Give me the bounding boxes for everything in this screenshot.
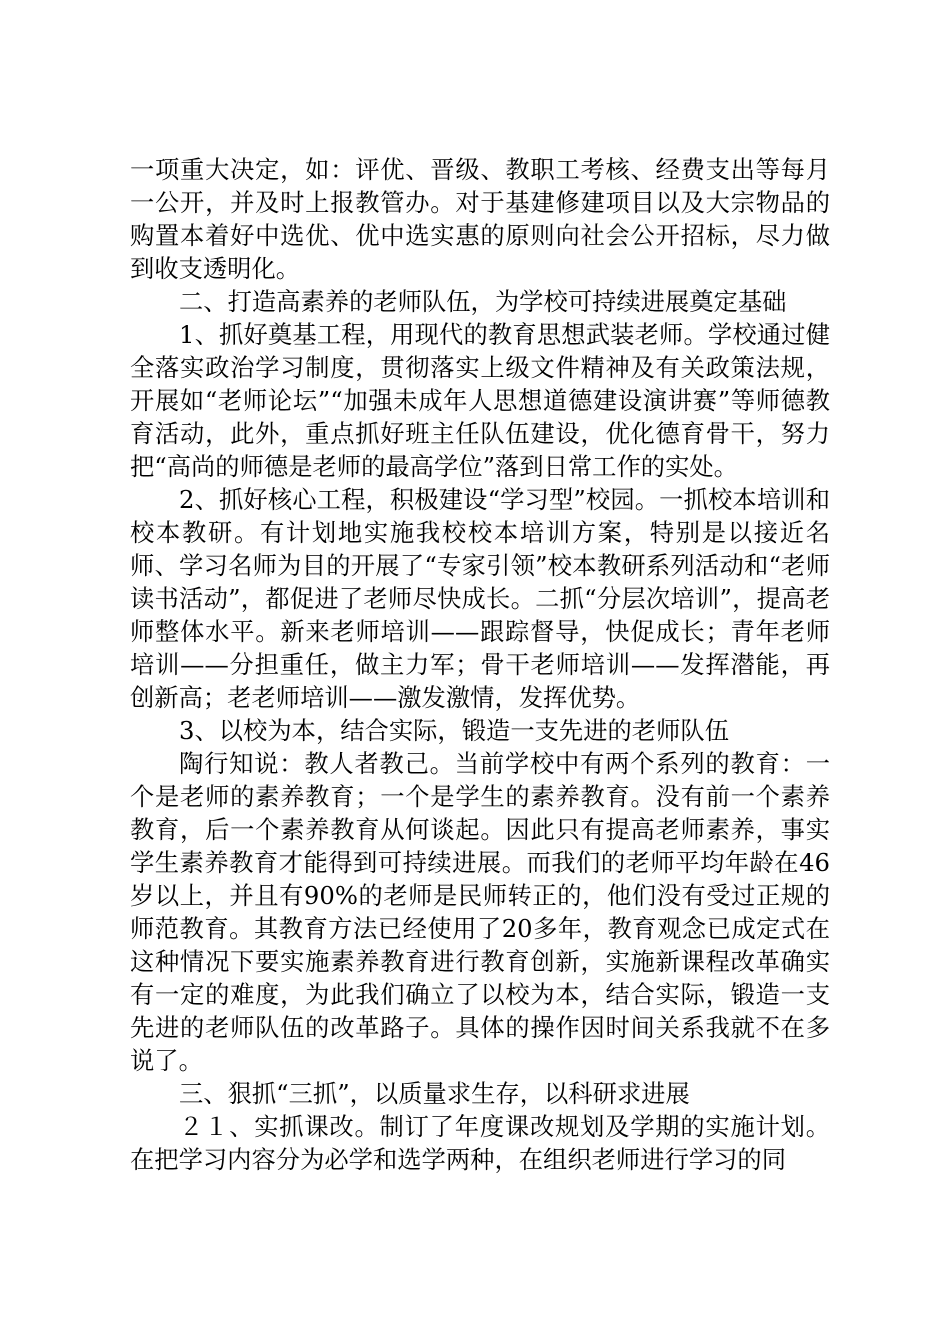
- section-heading-three-grasps: 三、狠抓“三抓”，以质量求生存，以科研求进展: [179, 1079, 690, 1108]
- document-page: [130, 153, 830, 1176]
- paragraph-disclosure: 一项重大决定，如：评优、晋级、教职工考核、经费支出等每月一公开，并及时上报教管办。对于基建修建项目以及大宗物品的购置本着好中选优、优中选实惠的原则向社会公开招标，尽力做到收支透明化。: [130, 155, 830, 283]
- paragraph-curriculum-reform: ２１、实抓课改。制订了年度课改规划及学期的实施计划。在把学习内容分为必学和选学两种，在组织老师进行学习的同: [130, 1112, 830, 1174]
- paragraph-core-project: 2、抓好核心工程，积极建设“学习型”校园。一抓校本培训和校本教研。有计划地实施我校校本培训方案，特别是以接近名师、学习名师为目的开展了“专家引领”校本教研系列活动和“老师读书活动”，都促进了老师尽快成长。二抓“分层次培训”，提高老师整体水平。新来老师培训——跟踪督导，快促成长；青年老师培训——分担重任，做主力军；骨干老师培训——发挥潜能，再创新高；老老师培训——激发激情，发挥优势。: [130, 485, 830, 712]
- paragraph-tao-xingzhi: 陶行知说：教人者教己。当前学校中有两个系列的教育：一个是老师的素养教育；一个是学生的素养教育。没有前一个素养教育，后一个素养教育从何谈起。因此只有提高老师素养，事实学生素养教育才能得到可持续进展。而我们的老师平均年龄在46岁以上，并且有90%的老师是民师转正的，他们没有受过正规的师范教育。其教育方法已经使用了20多年，教育观念已成定式在这种情况下要实施素养教育进行教育创新，实施新课程改革确实有一定的难度，为此我们确立了以校为本，结合实际，锻造一支先进的老师队伍的改革路子。具体的操作因时间关系我就不在多说了。: [130, 749, 830, 1075]
- paragraph-foundation-project: 1、抓好奠基工程，用现代的教育思想武装老师。学校通过健全落实政治学习制度，贯彻落实上级文件精神及有关政策法规，开展如“老师论坛”“加强未成年人思想道德建设演讲赛”等师德教育活动，此外，重点抓好班主任队伍建设，优化德育骨干，努力把“高尚的师德是老师的最高学位”落到日常工作的实处。: [130, 320, 830, 481]
- paragraph-school-based: 3、以校为本，结合实际，锻造一支先进的老师队伍: [179, 716, 729, 745]
- section-heading-teachers: 二、打造高素养的老师队伍，为学校可持续进展奠定基础: [179, 287, 787, 316]
